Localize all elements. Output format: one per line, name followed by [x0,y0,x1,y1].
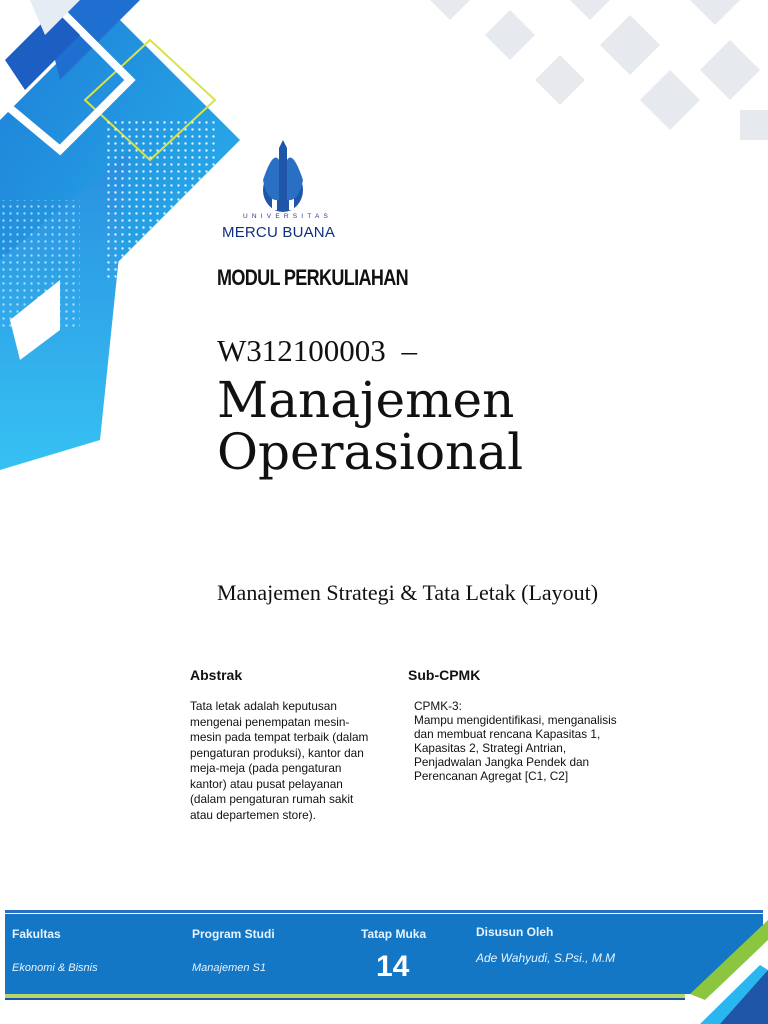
subcpmk-line: Kapasitas 2, Strategi Antrian, [414,741,567,755]
subcpmk-heading: Sub-CPMK [408,667,481,683]
logo-university-label: UNIVERSITAS [243,213,333,220]
subcpmk-line: Mampu mengidentifikasi, menganalisis [414,713,617,727]
subcpmk-body [414,699,654,783]
program-value: Manajemen S1 [192,962,266,974]
course-code-dash: – [401,333,418,368]
abstract-line: kantor) atau pusat pelayanan [190,776,343,791]
abstract-line: (dalam pengaturan rumah sakit [190,792,354,806]
program-label: Program Studi [192,927,275,941]
abstract-heading: Abstrak [190,667,243,683]
module-label: MODUL PERKULIAHAN [217,265,408,290]
abstract-line: mesin pada tempat terbaik (dalam [190,730,369,744]
subcpmk-line: CPMK-3: [414,699,462,713]
abstract-body [190,699,400,823]
author-label: Disusun Oleh [476,925,554,939]
meeting-label: Tatap Muka [361,927,427,941]
course-title-line-2: Operasional [217,423,524,481]
author-value: Ade Wahyudi, S.Psi., M.M [476,951,616,965]
course-topic: Manajemen Strategi & Tata Letak (Layout) [217,580,599,605]
subcpmk-line: Penjadwalan Jangka Pendek dan [414,755,590,769]
logo-university-name: MERCU BUANA [222,224,336,241]
faculty-value: Ekonomi & Bisnis [12,962,98,974]
abstract-line: pengaturan produksi), kantor dan [190,745,364,760]
abstract-line: atau departemen store). [190,807,316,822]
abstract-line: Tata letak adalah keputusan [190,699,337,713]
course-code [217,333,417,369]
subcpmk-line: dan membuat rencana Kapasitas 1, [414,727,601,741]
abstract-line: mengenai penempatan mesin- [190,714,350,729]
decorative-corner-graphic [360,0,768,140]
logo-emblem-icon [215,140,350,215]
course-code-value: W312100003 [217,333,386,368]
abstract-line: meja-meja (pada pengaturan [190,761,342,775]
faculty-label: Fakultas [12,927,61,941]
meeting-number: 14 [376,950,410,983]
course-title-line-1: Manajemen [217,371,515,429]
university-logo [215,140,350,250]
subcpmk-line: Perencanan Agregat [C1, C2] [414,769,569,783]
footer-info-bar [0,910,768,1024]
